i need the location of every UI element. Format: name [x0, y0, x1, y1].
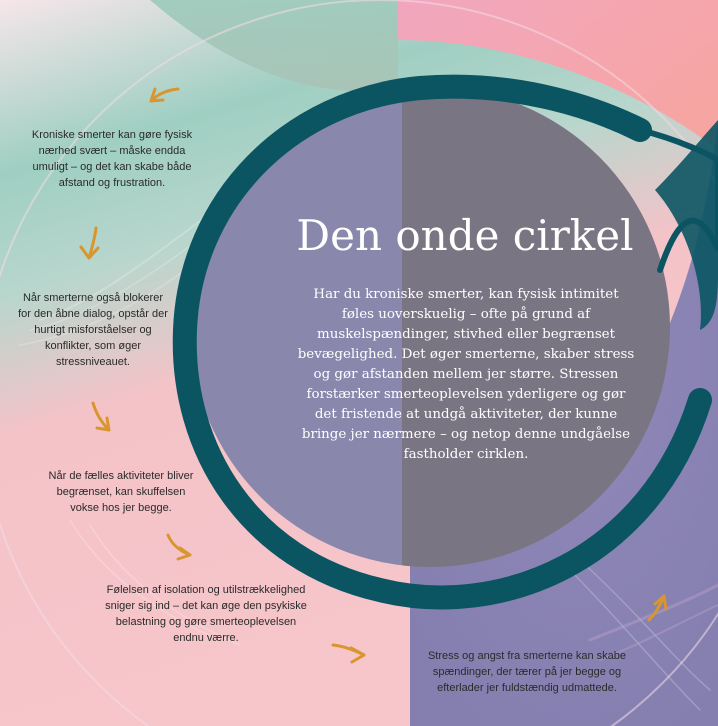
- cycle-step-2: Når smerterne også blokerer for den åbne dialog, opstår der hurtigt misforståelser og konflikter, som øger stressniveauet.: [18, 292, 168, 368]
- cycle-step-3: Når de fælles aktiviteter bliver begrænset, kan skuffelsen vokse hos jer begge.: [48, 470, 194, 514]
- page-title: Den onde cirkel: [296, 211, 634, 260]
- cycle-step-5: Stress og angst fra smerterne kan skabe spændinger, der tærer på jer begge og efterlader jer fuldstændig udmattede.: [427, 650, 627, 694]
- cycle-step-1: Kroniske smerter kan gøre fysisk nærhed svært – måske endda umuligt – og det kan skabe både afstand og frustration.: [31, 129, 193, 189]
- intro-paragraph: Har du kroniske smerter, kan fysisk intimitet føles uoverskuelig – ofte på grund af muskelspændinger, stivhed eller begrænset bevægelighed. Det øger smerterne, skaber stress og gør afstanden mellem jer større. Stressen forstærker smerteoplevelsen yderligere og gør det fristende at undgå aktiviteter, der kunne bringe jer nærmere – og netop denne undgåelse fastholder cirklen.: [297, 287, 635, 462]
- cycle-step-4: Følelsen af isolation og utilstrækkelighed sniger sig ind – det kan øge den psykiske belastning og gøre smerteoplevelsen endnu værre.: [105, 584, 307, 644]
